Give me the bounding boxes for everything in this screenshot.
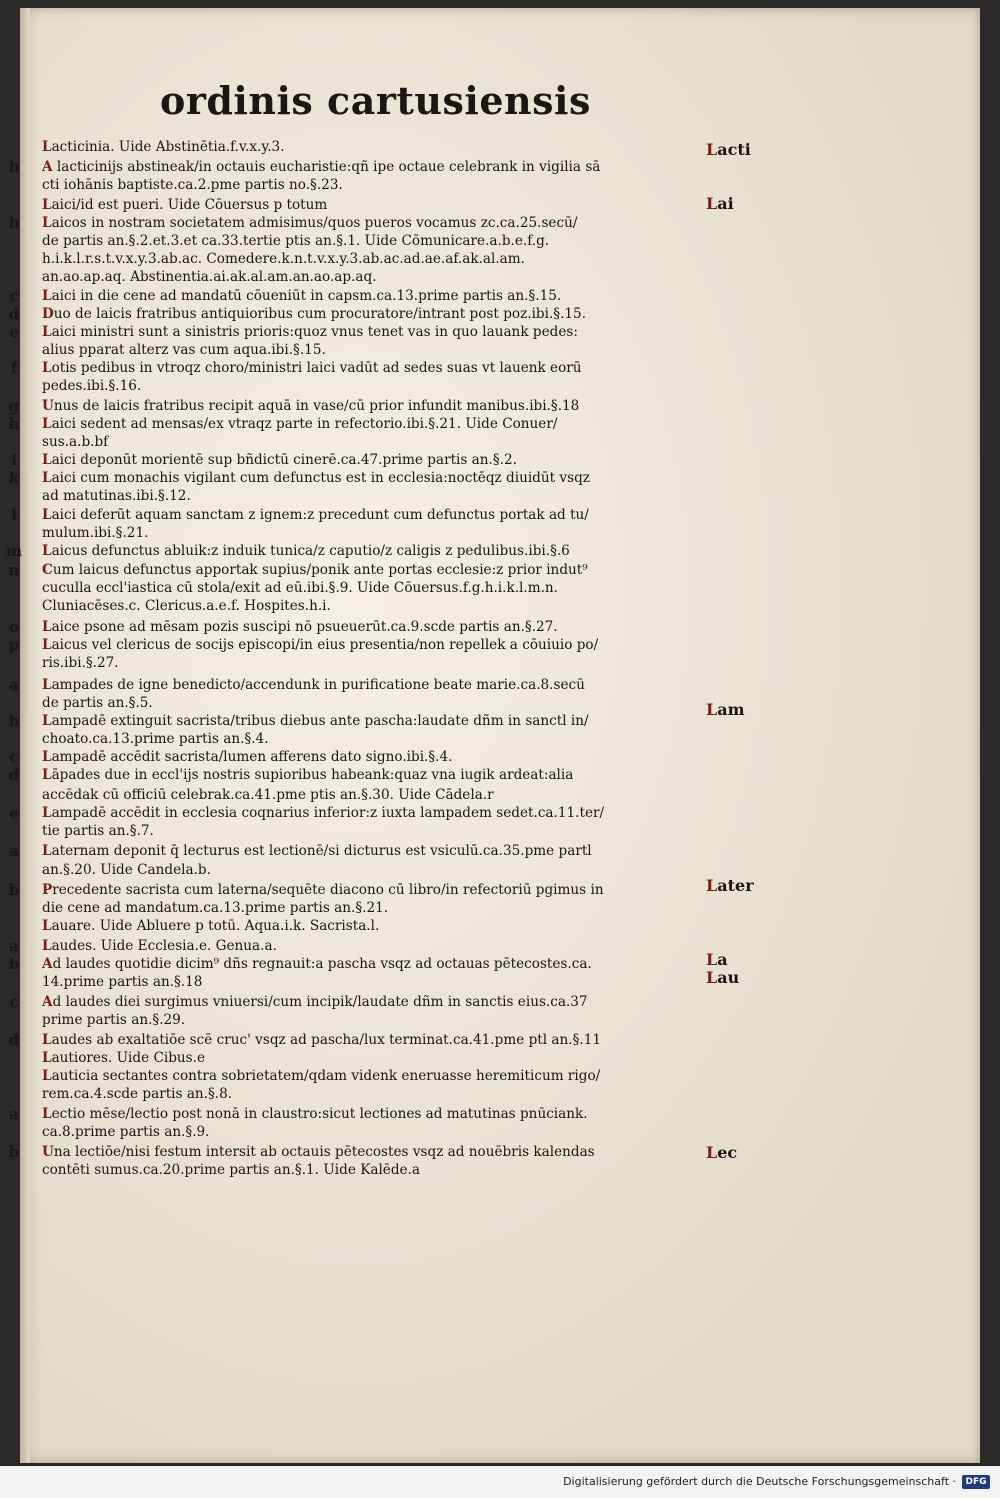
entry-text: choato.ca.13.prime partis an.§.4. [42,731,269,747]
margin-letter: e [9,804,19,822]
rubricated-initial: L [42,324,52,340]
entry-line [42,676,702,694]
rubricated-initial: L [42,619,52,635]
margin-letter: h [8,415,20,433]
entry-line [42,861,702,879]
entry-text: aicus vel clericus de socijs episcopi/in eius presentia/non repellek a cōuiuio po/ [51,637,599,653]
margin-letter: d [8,1031,20,1049]
entry-text: mulum.ibi.§.21. [42,525,149,541]
rubricated-initial: L [42,1050,52,1066]
rubricated-initial: A [42,159,53,175]
margin-letter: a [9,937,19,955]
rubricated-initial: A [42,956,53,972]
margin-letter: a [9,1105,19,1123]
entry-text: ampadē accēdit sacrista/lumen afferens dato signo.ibi.§.4. [51,749,453,765]
headword-initial: L [706,968,718,987]
rubricated-initial: L [42,416,52,432]
headword-rest: au [717,968,740,987]
entry-line [42,618,702,636]
entry-line [42,917,702,935]
entry-text: ectio mēse/lectio post nonā in claustro:sicut lectiones ad matutinas pnūciank. [51,1106,588,1122]
margin-letter: b [8,881,20,899]
entry-text: d laudes quotidie dicim⁹ dñs regnauit:a pascha vsqz ad octauas pētecostes.ca. [52,956,592,972]
entry-text: h.i.k.l.r.s.t.v.x.y.3.ab.ac. Comedere.k.n.t.v.x.y.3.ab.ac.ad.ae.af.ak.al.am. [42,251,525,267]
entry-line [42,993,702,1011]
entry-text: auare. Uide Abluere p totū. Aqua.i.k. Sacrista.l. [51,918,380,934]
entry-line [42,506,702,524]
rubricated-initial: L [42,749,52,765]
margin-letter: g [8,397,20,415]
entry-text: ampadē accēdit in ecclesia coqnarius inferior:z iuxta lampadem sedet.ca.11.ter/ [51,805,605,821]
rubricated-initial: L [42,139,52,155]
entry-line [42,694,702,712]
entry-text: rem.ca.4.scde partis an.§.8. [42,1086,233,1102]
entry-line [42,359,702,377]
entry-text: autiores. Uide Cibus.e [51,1050,205,1066]
entry-line [42,654,702,672]
entry-line [42,1085,702,1103]
margin-letter: k [8,469,20,487]
entry-text: aici/id est pueri. Uide Cōuersus p totum [51,197,328,213]
rubricated-initial: L [42,215,52,231]
entry-line [42,341,702,359]
rubricated-initial: L [42,767,52,783]
entry-text: na lectiōe/nisi festum intersit ab octauis pētecostes vsqz ad nouēbris kalendas [53,1144,595,1160]
entry-line [42,973,702,991]
margin-letter: b [8,214,20,232]
entry-line [42,881,702,899]
entry-line [42,899,702,917]
entry-text: aici sedent ad mensas/ex vtraqz parte in refectorio.ibi.§.21. Uide Conuer/ [51,416,558,432]
entry-text: an.§.20. Uide Candela.b. [42,862,211,878]
margin-letter: i [11,451,17,469]
rubricated-initial: L [42,452,52,468]
rubricated-initial: L [42,713,52,729]
entry-text: nus de laicis fratribus recipit aquā in vase/cū prior infundit manibus.ibi.§.18 [53,398,580,414]
entry-text: acticinia. Uide Abstinētia.f.v.x.y.3. [51,139,285,155]
entry-line [42,469,702,487]
entry-line [42,250,702,268]
entry-text: cti iohānis baptiste.ca.2.pme partis no.§.23. [42,177,343,193]
entry-line [42,1067,702,1085]
rubricated-initial: L [42,805,52,821]
margin-letter: b [8,955,20,973]
headword-rest: ater [717,876,754,895]
rubricated-initial: L [42,1032,52,1048]
entry-line [42,955,702,973]
headword-rest: a [717,950,728,969]
rubricated-initial: L [42,1068,52,1084]
entry-line [42,636,702,654]
entry-text: aici cum monachis vigilant cum defunctus est in ecclesia:noctēqz diuidūt vsqz [51,470,590,486]
margin-letter: d [8,305,20,323]
entry-line [42,1105,702,1123]
headword [706,1143,737,1163]
entry-line [42,730,702,748]
entry-text: tie partis an.§.7. [42,823,154,839]
entry-line [42,804,702,822]
headword-rest: ai [717,194,734,213]
entry-text: aice psone ad mēsam pozis suscipi nō psueuerūt.ca.9.scde partis an.§.27. [51,619,558,635]
rubricated-initial: U [42,1144,54,1160]
entry-line [42,196,702,214]
entry-text: alius pparat alterz vas cum aqua.ibi.§.15. [42,342,326,358]
entry-text: aici deferūt aquam sanctam z ignem:z precedunt cum defunctus portak ad tu/ [51,507,589,523]
headword [706,876,754,896]
entry-line [42,1049,702,1067]
entry-line [42,415,702,433]
rubricated-initial: L [42,1106,52,1122]
footer-bar [0,1466,1000,1498]
entry-line [42,712,702,730]
entry-text: aicus defunctus abluik:z induik tunica/z caputio/z caligis z pedulibus.ibi.§.6 [51,543,570,559]
entry-line [42,579,702,597]
entry-line [42,542,702,560]
entry-text: audes ab exaltatiōe scē cruc' vsqz ad pascha/lux terminat.ca.41.pme ptl an.§.11 [51,1032,602,1048]
headword [706,140,751,160]
entry-text: accēdak cū officiū celebrak.ca.41.pme ptis an.§.30. Uide Cādela.r [42,787,494,803]
margin-letter: e [9,323,19,341]
entry-text: ampadē extinguit sacrista/tribus diebus ante pascha:laudate dñm in sanctl in/ [51,713,589,729]
headword-initial: L [706,876,718,895]
entry-line [42,377,702,395]
margin-letter: n [8,561,20,579]
entry-line [42,433,702,451]
entry-text: pedes.ibi.§.16. [42,378,142,394]
entry-text: de partis an.§.5. [42,695,153,711]
entry-text: aicos in nostram societatem admisimus/quos pueros vocamus zc.ca.25.secū/ [51,215,578,231]
headword-initial: L [706,950,718,969]
entry-line [42,268,702,286]
entry-line [42,524,702,542]
margin-letter: a [9,842,19,860]
entry-text: Cluniacēses.c. Clericus.a.e.f. Hospites.h.i. [42,598,331,614]
margin-letter: l [11,506,17,524]
entry-line [42,138,702,156]
headword-rest: ec [717,1143,738,1162]
rubricated-initial: U [42,398,54,414]
entry-text: prime partis an.§.29. [42,1012,186,1028]
entry-text: contēti sumus.ca.20.prime partis an.§.1. Uide Kalēde.a [42,1162,421,1178]
margin-letter: f [10,359,18,377]
entry-text: audes. Uide Ecclesia.e. Genua.a. [51,938,277,954]
rubricated-initial: L [42,843,52,859]
entry-line [42,597,702,615]
entry-text: um laicus defunctus apportak supius/ponik ante portas ecclesie:z prior indut⁹ [52,562,588,578]
margin-letter: a [9,676,19,694]
headword [706,194,734,214]
entry-text: uo de laicis fratribus antiquioribus cum procuratore/intrant post poz.ibi.§.15. [53,306,587,322]
rubricated-initial: L [42,543,52,559]
entry-text: aici in die cene ad mandatū cōueniūt in capsm.ca.13.prime partis an.§.15. [51,288,562,304]
entry-text: ris.ibi.§.27. [42,655,119,671]
entry-text: ad matutinas.ibi.§.12. [42,488,191,504]
rubricated-initial: L [42,677,52,693]
headword [706,950,728,970]
rubricated-initial: A [42,994,53,1010]
entry-text: cuculla eccl'iastica cū stola/exit ad eū.ibi.§.9. Uide Cōuersus.f.g.h.i.k.l.m.n. [42,580,558,596]
dfg-logo: DFG [962,1475,990,1489]
entry-line [42,305,702,323]
entry-line [42,487,702,505]
rubricated-initial: L [42,938,52,954]
entry-text: de partis an.§.2.et.3.et ca.33.tertie ptis an.§.1. Uide Cōmunicare.a.b.e.f.g. [42,233,550,249]
entry-line [42,1011,702,1029]
rubricated-initial: L [42,918,52,934]
rubricated-initial: L [42,360,52,376]
margin-letter: m [6,542,22,560]
entry-line [42,748,702,766]
rubricated-initial: L [42,507,52,523]
entry-line [42,1161,702,1179]
entry-text: lacticinijs abstineak/in octauis eucharistie:qñ ipe octaue celebrank in vigilia sā [52,159,601,175]
entry-text: die cene ad mandatum.ca.13.prime partis an.§.21. [42,900,389,916]
entry-line [42,158,702,176]
entry-line [42,1123,702,1141]
entry-text: 14.prime partis an.§.18 [42,974,203,990]
entry-line [42,561,702,579]
entry-text: āpades due in eccl'ijs nostris supioribus habeank:quaz vna iugik ardeat:alia [51,767,574,783]
entry-text: auticia sectantes contra sobrietatem/qdam videnk eneruasse heremiticum rigo/ [51,1068,601,1084]
margin-letter: o [8,618,19,636]
headword-initial: L [706,1143,718,1162]
margin-letter: d [8,766,20,784]
rubricated-initial: C [42,562,53,578]
entry-line [42,451,702,469]
headword-initial: L [706,140,718,159]
margin-letter: b [8,158,20,176]
margin-letter: p [8,636,20,654]
entry-text: ca.8.prime partis an.§.9. [42,1124,210,1140]
rubricated-initial: L [42,470,52,486]
entry-text: recedente sacrista cum laterna/sequēte diacono cū libro/in refectoriū pgimus in [52,882,604,898]
entry-text: aternam deponit q̄ lecturus est lectionē/si dicturus est vsiculū.ca.35.pme partl [51,843,592,859]
entry-text: d laudes diei surgimus vniuersi/cum incipik/laudate dñm in sanctis eius.ca.37 [52,994,588,1010]
margin-letter: c [9,748,19,766]
entry-line [42,214,702,232]
headword-initial: L [706,194,718,213]
rubricated-initial: L [42,288,52,304]
headword [706,968,739,988]
entry-line [42,842,702,860]
entry-text: otis pedibus in vtroqz choro/ministri laici vadūt ad sedes suas vt lauenk eorū [51,360,582,376]
entry-line [42,1143,702,1161]
entry-text: an.ao.ap.aq. Abstinentia.ai.ak.al.am.an.ao.ap.aq. [42,269,377,285]
entry-line [42,176,702,194]
headword [706,700,745,720]
entry-line [42,323,702,341]
headword-initial: L [706,700,718,719]
margin-letter: b [8,712,20,730]
entry-text: ampades de igne benedicto/accendunk in purificatione beate marie.ca.8.secū [51,677,585,693]
entry-line [42,397,702,415]
entry-line [42,786,702,804]
rubricated-initial: D [42,306,54,322]
headword-rest: acti [717,140,751,159]
entry-line [42,232,702,250]
headword-rest: am [717,700,745,719]
entry-line [42,822,702,840]
rubricated-initial: P [42,882,53,898]
entry-line [42,937,702,955]
entry-line [42,766,702,784]
entry-line [42,287,702,305]
funding-notice: Digitalisierung gefördert durch die Deutsche Forschungsgemeinschaft · [563,1475,956,1488]
rubricated-initial: L [42,197,52,213]
margin-letter: b [8,1143,20,1161]
rubricated-initial: L [42,637,52,653]
entry-text: sus.a.b.bf [42,434,109,450]
running-title: ordinis cartusiensis [160,78,591,123]
entry-text: aici ministri sunt a sinistris prioris:quoz vnus tenet vas in quo lauank pedes: [51,324,578,340]
entry-line [42,1031,702,1049]
margin-letter: c [9,287,19,305]
margin-letter: c [9,993,19,1011]
entry-text: aici deponūt morientē sup bñdictū cinerē.ca.47.prime partis an.§.2. [51,452,517,468]
